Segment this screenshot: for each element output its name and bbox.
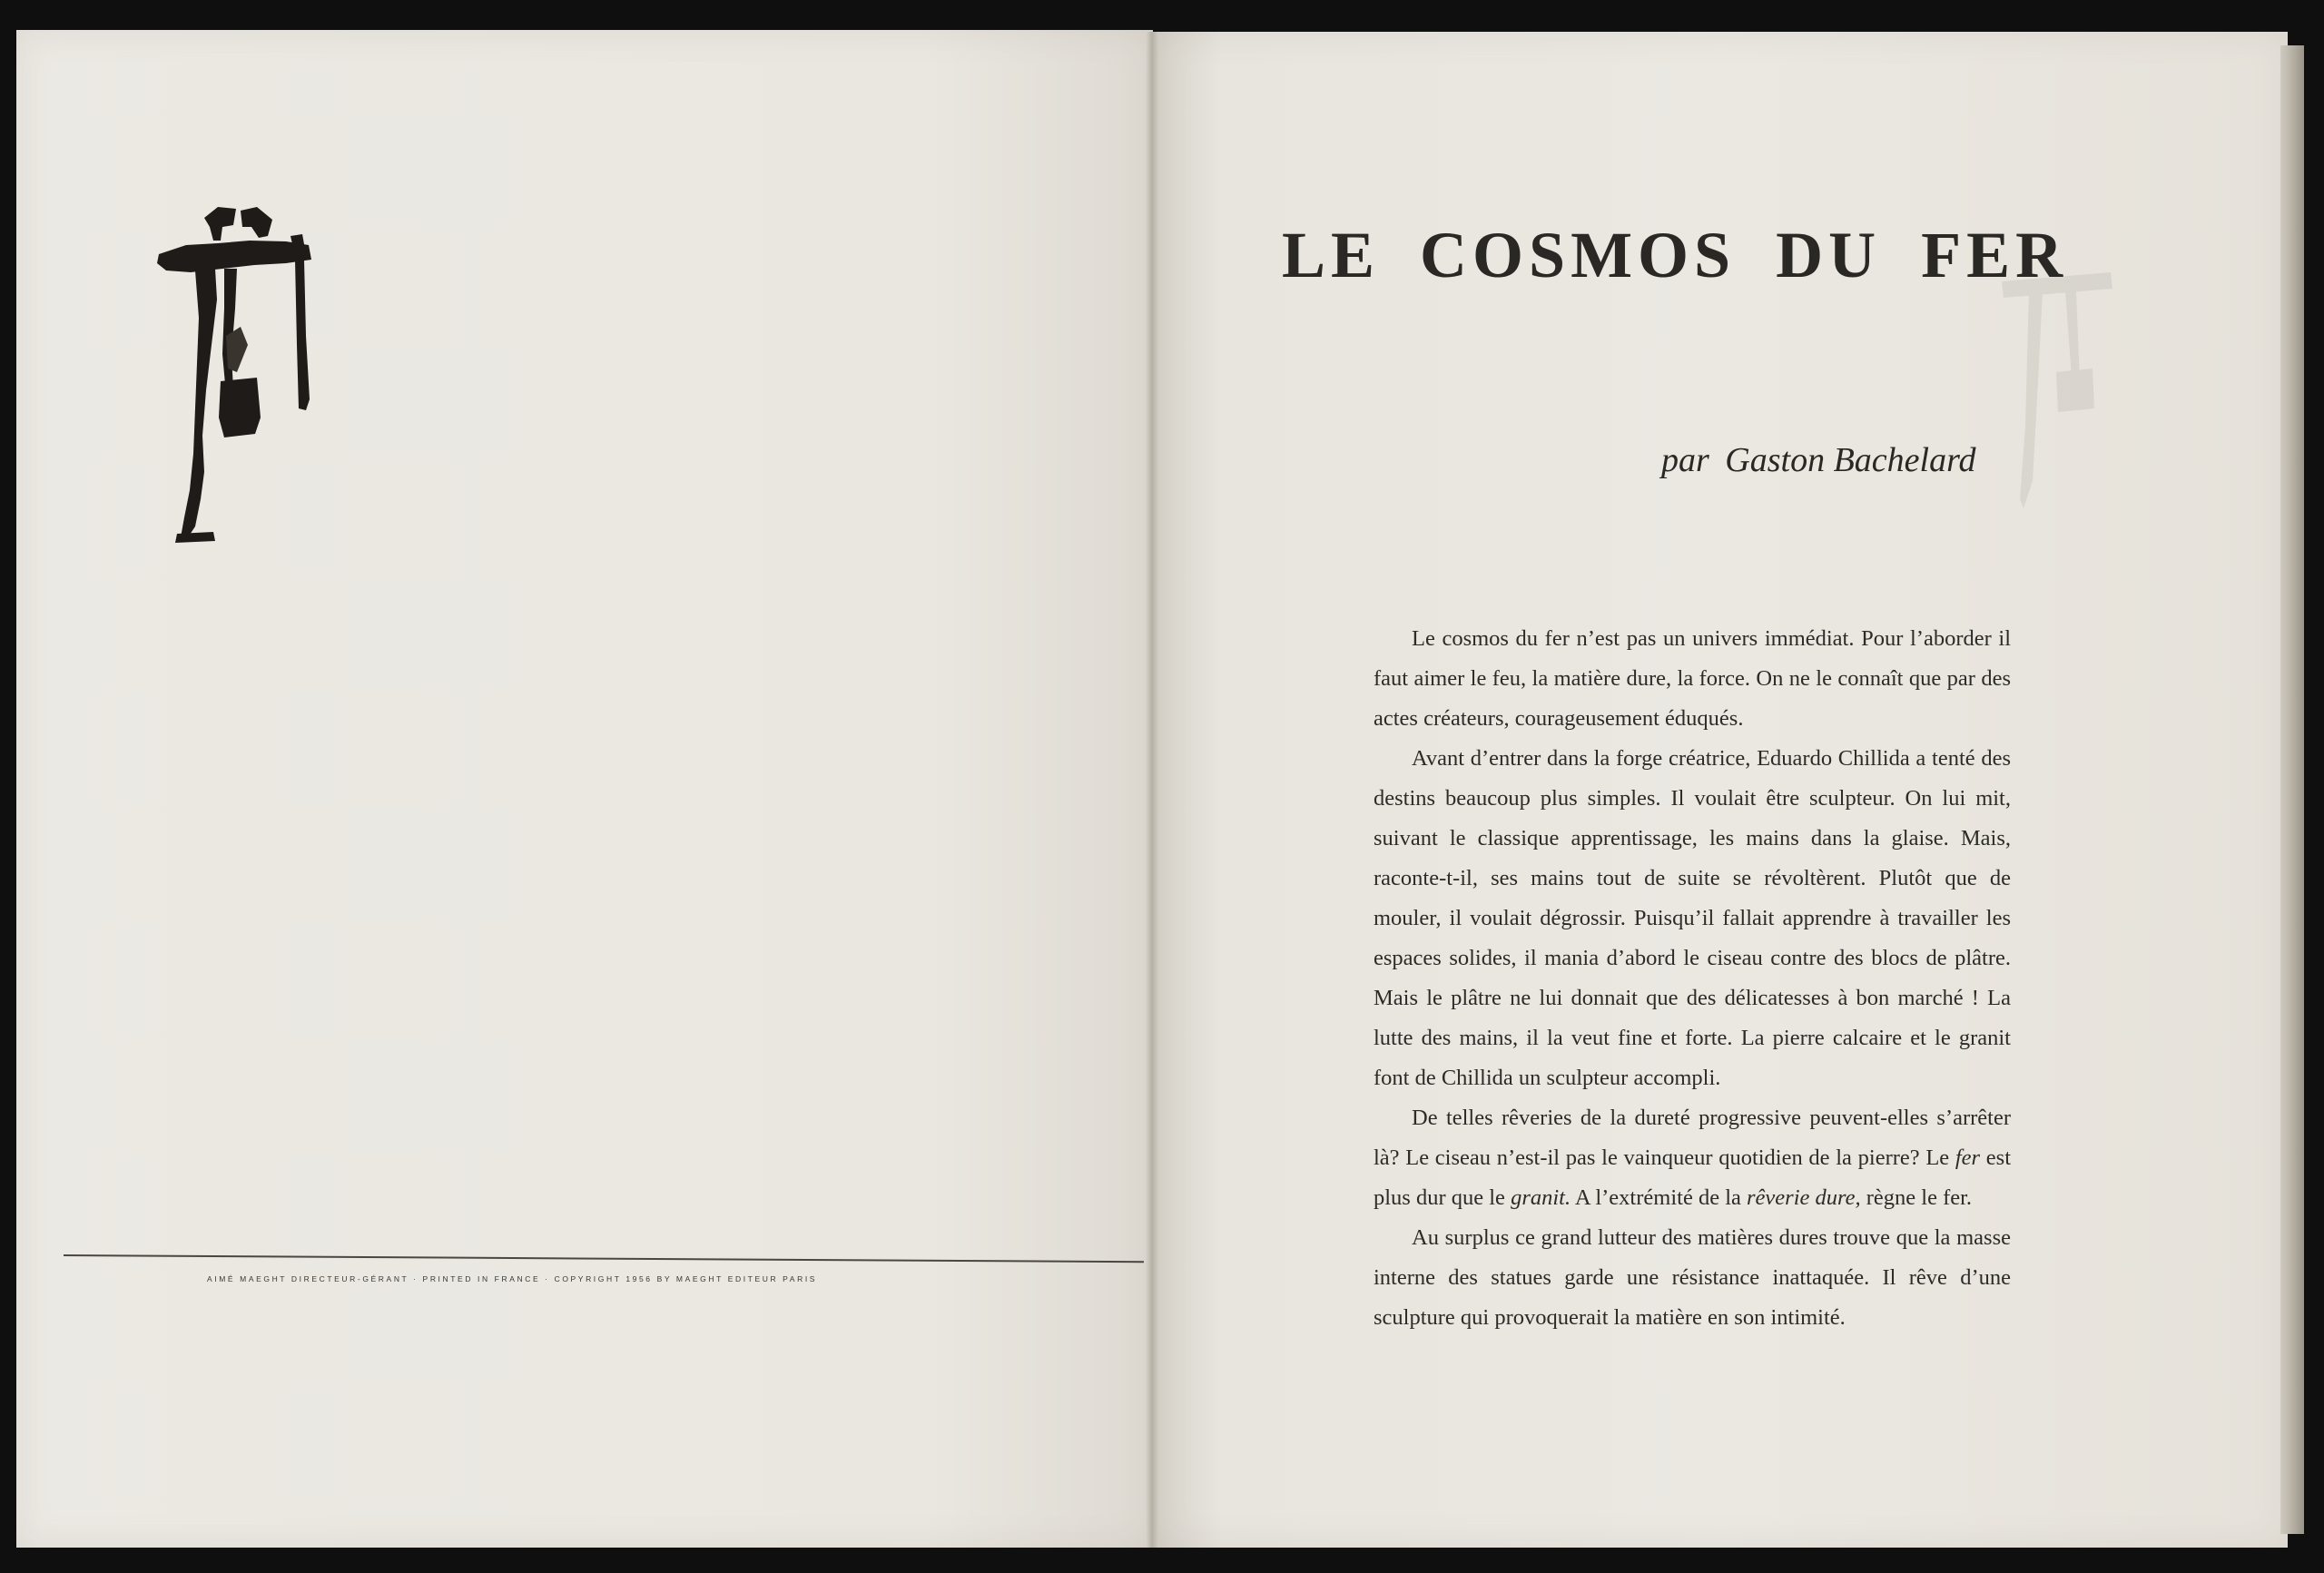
byline [1661, 440, 2024, 480]
emphasis-granit: granit. [1511, 1185, 1571, 1210]
paragraph: Avant d’entrer dans la forge créatrice, Eduardo Chillida a tenté des destins beaucoup plus simples. Il voulait être sculpteur. On lui mit, suivant le classique apprentissage, les mains dans la glaise. Mais, raconte-t-il, ses mains tout de suite se révoltèrent. Plutôt que de mouler, il voulait dégrossir. Puisqu’il fallait apprendre à travailler les espaces solides, il mania d’abord le ciseau contre des blocs de plâtre. Mais le plâtre ne lui donnait que des délicatesses à bon marché ! La lutte des mains, il la veut fine et forte. La pierre calcaire et le granit font de Chillida un sculpteur accompli. [1374, 746, 2011, 1090]
byline-prefix: par [1661, 441, 1709, 479]
paragraph-text: règne le fer. [1866, 1185, 1973, 1210]
article-title: LE COSMOS DU FER [1282, 219, 2069, 291]
book-spine [1146, 32, 1158, 1548]
page-stack-edge [2280, 45, 2304, 1534]
paragraph: Le cosmos du fer n’est pas un univers immédiat. Pour l’aborder il faut aimer le feu, la matière dure, la force. On ne le connaît que par des actes créateurs, courageusement éduqués. [1374, 626, 2011, 731]
emphasis-fer: fer [1955, 1145, 1981, 1170]
publisher-imprint: AIMÉ MAEGHT DIRECTEUR-GÉRANT · PRINTED IN FRANCE · COPYRIGHT 1956 BY MAEGHT EDITEUR PARIS [207, 1274, 818, 1283]
article-body [1374, 619, 2011, 1338]
paragraph-text: De telles rêveries de la dureté progressive peuvent-elles s’arrêter là? Le ciseau n’est-il pas le vainqueur quotidien de la pierre? Le [1374, 1106, 2011, 1170]
paragraph [1374, 1098, 2011, 1218]
emphasis-reverie: rêverie dure, [1747, 1185, 1861, 1210]
sculpture-icon [150, 200, 318, 545]
paragraph: Au surplus ce grand lutteur des matières dures trouve que la masse interne des statues garde une résistance inattaquée. Il rêve d’une sculpture qui provoquerait la matière en son intimité. [1374, 1225, 2011, 1330]
paragraph-text: est plus dur que le [1374, 1145, 2012, 1210]
paragraph-text: A l’extrémité de la [1574, 1185, 1741, 1210]
byline-author: Gaston Bachelard [1725, 441, 1976, 479]
